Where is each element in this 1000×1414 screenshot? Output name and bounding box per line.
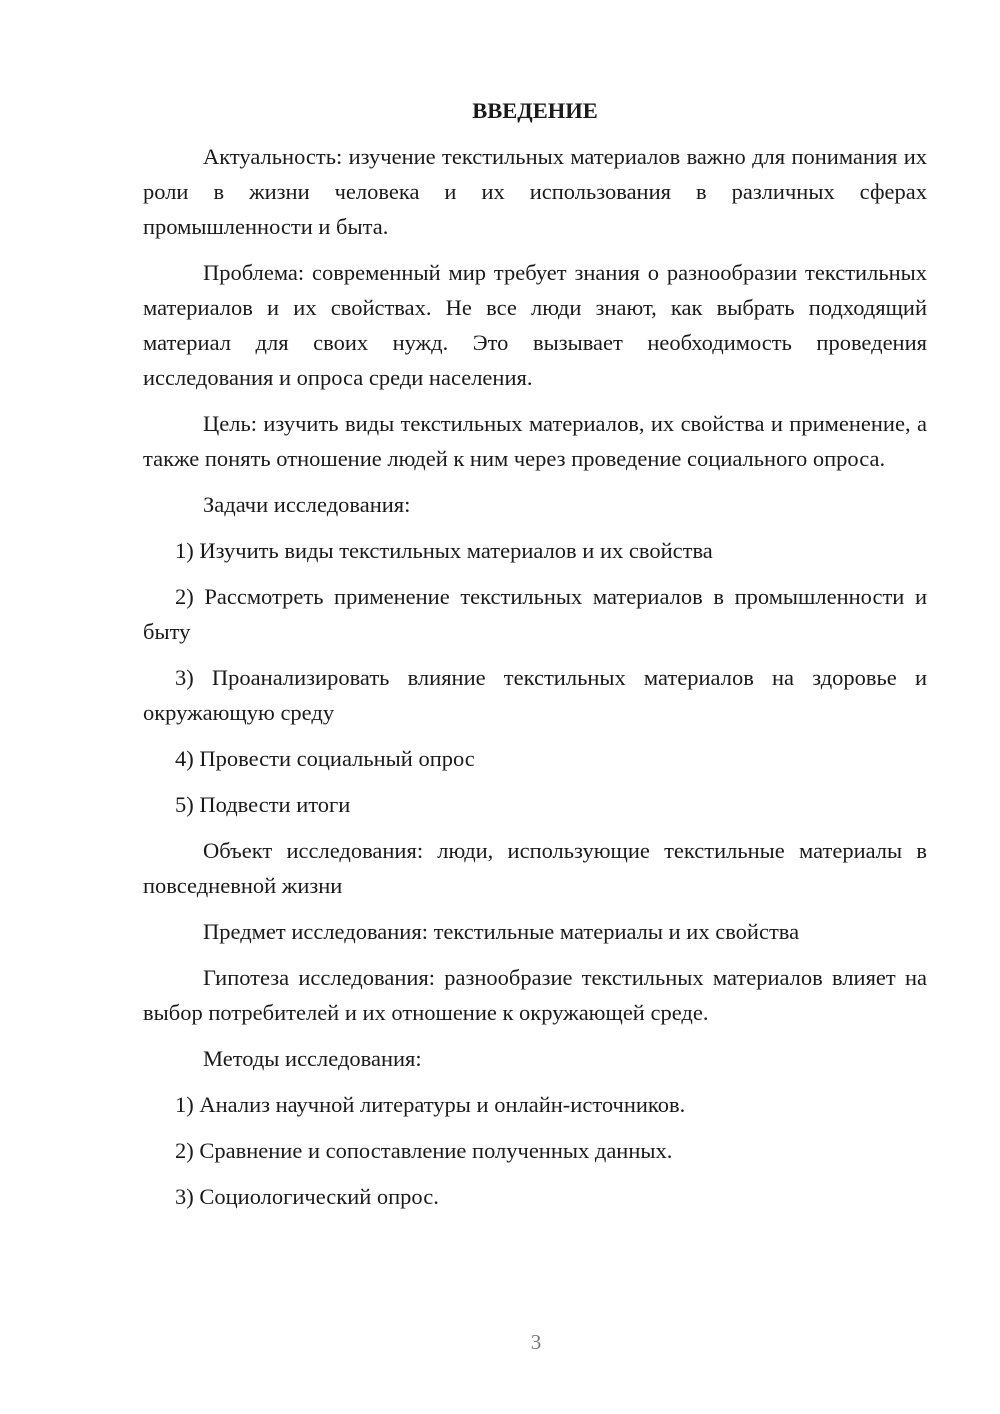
paragraph-methods-heading: Методы исследования: (203, 1046, 422, 1071)
list-item-task-1: 1) Изучить виды текстильных материалов и их свойства (175, 538, 713, 563)
paragraph-object: Объект исследования: люди, использующие текстильные материалы в повседневной жизни (143, 838, 927, 898)
list-item-task-5: 5) Подвести итоги (175, 792, 351, 817)
paragraph-tasks-heading: Задачи исследования: (203, 492, 411, 517)
paragraph-goal: Цель: изучить виды текстильных материалов, их свойства и применение, а также понять отношение людей к ним через проведение социального опроса. (143, 411, 927, 471)
page-number: 3 (530, 1330, 542, 1354)
paragraph-problem: Проблема: современный мир требует знания о разнообразии текстильных материалов и их свойствах. Не все люди знают, как выбрать подходящий материал для своих нужд. Это вызывает необходимость проведения исследования и опроса среди населения. (143, 260, 927, 390)
list-item-method-1: 1) Анализ научной литературы и онлайн-источников. (175, 1092, 686, 1117)
section-title: ВВЕДЕНИЕ (472, 98, 598, 123)
list-item-task-2: 2) Рассмотреть применение текстильных материалов в промышленности и быту (143, 584, 927, 644)
paragraph-relevance: Актуальность: изучение текстильных материалов важно для понимания их роли в жизни человека и их использования в различных сферах промышленности и быта. (143, 144, 927, 239)
paragraph-hypothesis: Гипотеза исследования: разнообразие текстильных материалов влияет на выбор потребителей и их отношение к окружающей среде. (143, 965, 927, 1025)
list-item-task-3: 3) Проанализировать влияние текстильных материалов на здоровье и окружающую среду (143, 665, 927, 725)
list-item-method-3: 3) Социологический опрос. (175, 1184, 439, 1209)
list-item-task-4: 4) Провести социальный опрос (175, 746, 475, 771)
paragraph-subject: Предмет исследования: текстильные материалы и их свойства (203, 919, 800, 944)
list-item-method-2: 2) Сравнение и сопоставление полученных данных. (175, 1138, 673, 1163)
page-content (143, 93, 927, 1225)
